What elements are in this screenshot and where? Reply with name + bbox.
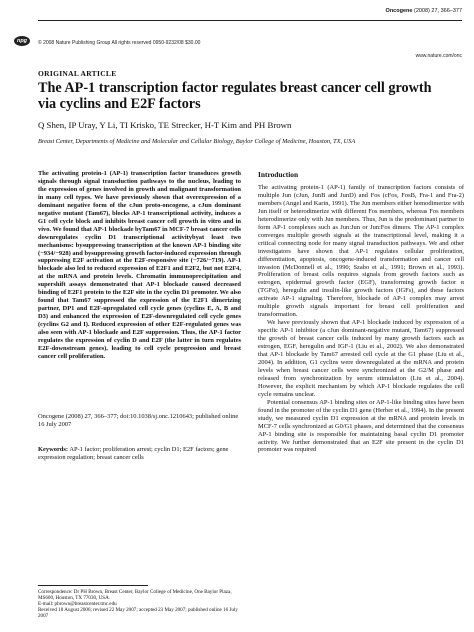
abstract-citation: Oncogene (2008) 27, 366–377; doi:10.1038/sj.onc.1210643; published online 16 July 2007 bbox=[38, 413, 239, 428]
author-list: Q Shen, IP Uray, Y Li, TI Krisko, TE Strecker, H-T Kim and PH Brown bbox=[38, 120, 292, 130]
abstract-text: The activating protein-1 (AP-1) transcription factor transduces growth signals through signal transduction pathways to the nucleus, leading to the expression of genes involved in growth and malignant transformation in many cell types. We have previously shown that overexpression of a dominant negative form of the cJun proto-oncogene, a cJun dominant negative mutant (Tam67), blocks AP-1 transcriptional activity, induces a G1 cell cycle block and inhibits breast cancer cell growth in vitro and in vivo. We found that AP-1 blockade byTam67 in MCF-7 breast cancer cells downregulates cyclin D1 transcriptional activitybyat least two mechanisms: bysuppressing transcription at the known AP-1 binding site (−934/−928) and bysuppressing growth factor-induced expression through suppressing E2F activation at the E2F-responsive site (−726/−719). AP-1 blockade also led to reduced expression of E2F1 and E2F2, but not E2F4, at the mRNA and protein levels. Chromatin immunoprecipitation and supershift assays demonstrated that AP-1 blockade caused decreased binding of E2F1 protein to the E2F site in the cyclin D1 promoter. We also found that Tam67 suppressed the expression of the E2F1 dimerizing partner, DP1 and E2F-upregulated cell cycle genes (cyclins E, A, B and D3) and enhanced the expression of E2F-downregulated cell cycle genes (cyclins G2 and I). Reduced expression of other E2F-regulated genes was also seen with AP-1 blockade and E2F suppression. Thus, the AP-1 factor regulates the expression of cyclin D and E2F (the latter in turn regulates E2F-downstream genes), leading to cell cycle progression and breast cancer cell proliferation. bbox=[38, 170, 241, 360]
title-line-2: via cyclins and E2F factors bbox=[38, 96, 201, 112]
footnote bbox=[38, 589, 243, 619]
journal-citation-header bbox=[386, 8, 462, 14]
journal-website-link[interactable]: www.nature.com/onc bbox=[415, 53, 462, 59]
article-type: ORIGINAL ARTICLE bbox=[38, 69, 117, 78]
correspondence-email[interactable]: E-mail: pbrown@breastcenter.tmc.edu bbox=[38, 601, 117, 608]
journal-name: Oncogene bbox=[385, 8, 413, 14]
introduction-paragraph-3: Potential consensus AP-1 binding sites or AP-1-like binding sites have been found in the promoter of the cyclin D1 gene (Herber et al., 1994). In the present study, we measured cyclin D1 expression at the mRNA and protein levels in MCF-7 cells synchronized at G0/G1 phases, and determined that the consensus AP-1 binding site is responsible for maintaining basal cyclin D1 promoter activity. We further demonstrated that an E2F site present in the cyclin D1 promoter was required bbox=[258, 398, 464, 454]
article-title bbox=[38, 80, 458, 112]
npg-logo: npg bbox=[14, 36, 30, 46]
header-rule bbox=[38, 20, 462, 21]
journal-volume-pages: (2008) 27, 366–377 bbox=[413, 8, 462, 14]
keywords-label: Keywords: bbox=[38, 446, 69, 453]
title-line-1: The AP-1 transcription factor regulates breast cancer cell growth bbox=[38, 80, 432, 96]
correspondence: Correspondence: Dr PH Brown, Breast Center, Baylor College of Medicine, One Baylor Plaza, MS600, Houston, TX 77030, USA. bbox=[38, 589, 232, 602]
keywords bbox=[38, 446, 241, 462]
publication-dates: Received 18 August 2006; revised 22 May 2007; accepted 23 May 2007; published online 16 July 2007 bbox=[38, 607, 238, 620]
introduction-paragraph-2: We have previously shown that AP-1 blockade induced by expression of a specific AP-1 inhibitor (a cJun dominant-negative mutant, Tam67) suppressed the growth of breast cancer cells induced by many growth factors such as estrogen, EGF, heregulin and IGF-1 (Liu et al., 2002). We also demonstrated that AP-1 blockade by Tam67 arrested cell cycle at the G1 phase (Liu et al., 2004). In addition, G1 cyclins were downregulated at the mRNA and protein levels when breast cancer cells were synchronized at the G2/M phase and released from synchronization by serum stimulation (Liu et al., 2004). However, the explicit mechanism by which AP-1 blockade regulates the cell cycle remains unclear. bbox=[258, 319, 464, 398]
introduction-paragraph-1: The activating protein-1 (AP-1) family of transcription factors consists of multiple Jun (cJun, JunB and JunD) and Fos (cFos, FosB, Fra-1 and Fra-2) members (Angel and Karin, 1991). The Jun members either homodimerize with Jun itself or heterodimerize with different Fos members, whereas Fos members heterodimerize only with Jun members. Thus, Jun is the predominant partner to form AP-1 complexes such as Jun:Jun or Jun:Fos dimers. The AP-1 complex converges multiple growth signals at the transcriptional level, making it a critical connecting node for many signal transduction pathways. We and other investigators have shown that AP-1 regulates cellular proliferation, differentiation, apoptosis, oncogene-induced transformation and cancer cell invasion (McDonnell et al., 1990; Szabo et al., 1991; Brown et al., 1993). Proliferation of breast cells requires signals from growth factors such as estrogen, epidermal growth factor (EGF), transforming growth factor α (TGFα), heregulin and insulin-like growth factors (IGFs), and these factors activate AP-1 signaling. Therefore, blockade of AP-1 complex may arrest multiple growth signals important for breast cell proliferation and transformation. bbox=[258, 184, 464, 319]
copyright-notice: © 2008 Nature Publishing Group All rights reserved 0950-9232/08 $30.00 bbox=[38, 40, 201, 46]
footnote-rule bbox=[38, 585, 148, 586]
keywords-list: AP-1 factor; proliferation arrest; cyclin D1; E2F factors; gene expression regulation; breast cancer cells bbox=[38, 446, 229, 461]
introduction-body bbox=[258, 184, 464, 454]
author-affiliation: Breast Center, Departments of Medicine and Molecular and Cellular Biology, Baylor College of Medicine, Houston, TX, USA bbox=[38, 138, 356, 145]
introduction-heading: Introduction bbox=[258, 170, 299, 179]
